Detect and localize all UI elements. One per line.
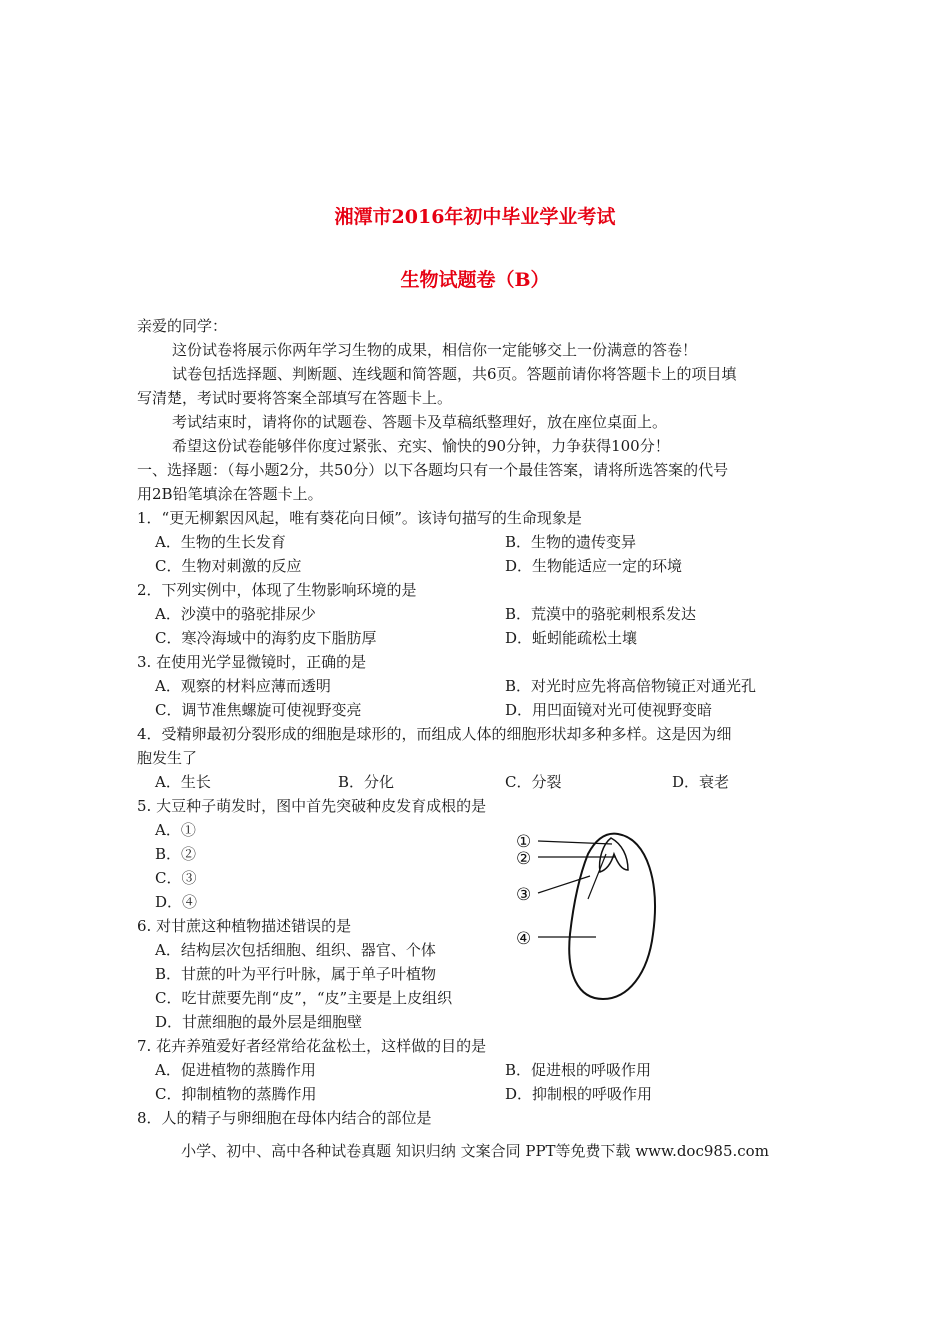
section-heading: 一、选择题：（每小题2分，共50分）以下各题均只有一个最佳答案，请将所选答案的代号 — [137, 461, 729, 479]
figure-label-2: ② — [516, 849, 532, 869]
question-4-stem-cont: 胞发生了 — [137, 749, 198, 767]
section-heading-cont: 用2B铅笔填涂在答题卡上。 — [137, 485, 323, 503]
question-7-option-d: D．抑制根的呼吸作用 — [505, 1085, 653, 1103]
question-1-option-d: D．生物能适应一定的环境 — [505, 557, 683, 575]
intro-paragraph-4: 希望这份试卷能够伴你度过紧张、充实、愉快的90分钟，力争获得100分！ — [172, 437, 670, 455]
question-3-stem: 3. 在使用光学显微镜时，正确的是 — [137, 653, 367, 671]
question-2-option-c: C．寒冷海域中的海豹皮下脂肪厚 — [155, 629, 377, 647]
question-6-option-c: C．吃甘蔗要先削“皮”，“皮”主要是上皮组织 — [155, 989, 453, 1007]
question-4-option-c: C．分裂 — [505, 773, 562, 791]
question-1-stem: 1．“更无柳絮因风起，唯有葵花向日倾”。该诗句描写的生命现象是 — [137, 509, 582, 527]
question-5-option-b: B．② — [155, 845, 197, 863]
question-3-option-d: D．用凹面镜对光可使视野变暗 — [505, 701, 713, 719]
question-6-stem: 6. 对甘蔗这种植物描述错误的是 — [137, 917, 352, 935]
question-7-option-b: B．促进根的呼吸作用 — [505, 1061, 652, 1079]
question-3-option-a: A．观察的材料应薄而透明 — [155, 677, 331, 695]
figure-label-1: ① — [516, 832, 532, 852]
question-7-option-a: A．促进植物的蒸腾作用 — [155, 1061, 316, 1079]
question-5-option-d: D．④ — [155, 893, 198, 911]
intro-paragraph-2a: 试卷包括选择题、判断题、连线题和简答题，共6页。答题前请你将答题卡上的项目填 — [172, 365, 737, 383]
intro-paragraph-2b: 写清楚，考试时要将答案全部填写在答题卡上。 — [137, 389, 453, 407]
question-1-option-b: B．生物的遗传变异 — [505, 533, 637, 551]
question-4-option-b: B．分化 — [338, 773, 395, 791]
page-footer: 小学、初中、高中各种试卷真题 知识归纳 文案合同 PPT等免费下载 www.doc985.com — [181, 1142, 769, 1160]
question-6-option-a: A．结构层次包括细胞、组织、器官、个体 — [155, 941, 436, 959]
question-2-option-a: A．沙漠中的骆驼排尿少 — [155, 605, 316, 623]
question-7-stem: 7. 花卉养殖爱好者经常给花盆松土，这样做的目的是 — [137, 1037, 487, 1055]
figure-label-3: ③ — [516, 885, 532, 905]
question-4-stem: 4．受精卵最初分裂形成的细胞是球形的，而组成人体的细胞形状却多种多样。这是因为细 — [137, 725, 732, 743]
question-3-option-c: C．调节准焦螺旋可使视野变亮 — [155, 701, 362, 719]
intro-paragraph-1: 这份试卷将展示你两年学习生物的成果，相信你一定能够交上一份满意的答卷！ — [172, 341, 698, 359]
question-2-option-d: D．蚯蚓能疏松土壤 — [505, 629, 638, 647]
question-4-option-a: A．生长 — [155, 773, 211, 791]
intro-paragraph-3: 考试结束时，请将你的试题卷、答题卡及草稿纸整理好，放在座位桌面上。 — [172, 413, 668, 431]
question-3-option-b: B．对光时应先将高倍物镜正对通光孔 — [505, 677, 757, 695]
question-2-option-b: B．荒漠中的骆驼刺根系发达 — [505, 605, 697, 623]
question-7-option-c: C．抑制植物的蒸腾作用 — [155, 1085, 317, 1103]
question-5-option-a: A．① — [155, 821, 196, 839]
question-5-stem: 5. 大豆种子萌发时，图中首先突破种皮发育成根的是 — [137, 797, 487, 815]
intro-greeting: 亲爱的同学： — [137, 317, 228, 335]
question-6-option-b: B．甘蔗的叶为平行叶脉，属于单子叶植物 — [155, 965, 437, 983]
page-subtitle: 生物试题卷（B） — [400, 269, 550, 291]
question-8-stem: 8．人的精子与卵细胞在母体内结合的部位是 — [137, 1109, 432, 1127]
question-1-option-c: C．生物对刺激的反应 — [155, 557, 302, 575]
soybean-seed-figure — [508, 824, 668, 1004]
question-4-option-d: D．衰老 — [672, 773, 730, 791]
question-2-stem: 2．下列实例中，体现了生物影响环境的是 — [137, 581, 417, 599]
figure-label-4: ④ — [516, 929, 532, 949]
question-6-option-d: D．甘蔗细胞的最外层是细胞壁 — [155, 1013, 363, 1031]
question-5-option-c: C．③ — [155, 869, 197, 887]
question-1-option-a: A．生物的生长发育 — [155, 533, 286, 551]
page-title: 湘潭市2016年初中毕业学业考试 — [334, 206, 616, 228]
